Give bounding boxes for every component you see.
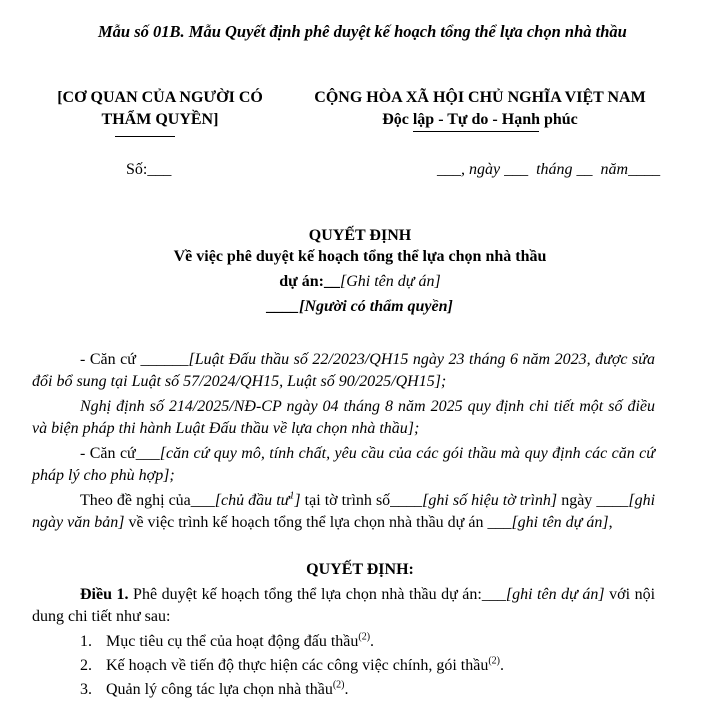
item-number: 3. (80, 681, 92, 698)
article-placeholder: [ghi tên dự án] (505, 586, 605, 603)
article-text: Phê duyệt kế hoạch tổng thể lựa chọn nhà thầu dự án:___ (128, 586, 506, 603)
item-end: . (370, 633, 375, 650)
article-tail: với nội dung chi tiết như sau: (32, 586, 656, 625)
proposal-paragraph (32, 490, 655, 534)
national-motto: Độc lập - Tự do - Hạnh phúc (382, 111, 578, 128)
decision-project (0, 273, 720, 291)
authority-placeholder: [Người có thẩm quyền] (299, 298, 453, 315)
item-text: Mục tiêu cụ thể của hoạt động đấu thầu (106, 633, 359, 650)
decision-authority (0, 298, 720, 316)
proposal-text: , (608, 514, 613, 531)
footnote-ref: (2) (332, 679, 345, 691)
item-end: . (499, 657, 504, 674)
motto-underline (413, 131, 539, 132)
list-item (80, 678, 504, 702)
item-text: Quản lý công tác lựa chọn nhà thầu (106, 681, 333, 698)
document-date: ___, ngày ___ tháng __ năm____ (437, 161, 661, 178)
basis-text: [Luật Đấu thầu số 22/2023/QH15 ngày 23 tháng 6 năm 2023, được sửa đổi bổ sung tại Luật số 57/2024/QH15, Luật số 90/2025/QH15]; (32, 351, 656, 390)
item-end: . (344, 681, 349, 698)
decision-title: QUYẾT ĐỊNH (308, 227, 412, 244)
investor-placeholder-end: ] (294, 492, 301, 509)
article-label: Điều 1. (80, 586, 129, 603)
proposal-text: ngày ____ (557, 492, 629, 509)
national-header (300, 87, 660, 131)
basis-prefix: - Căn cứ___ (80, 445, 160, 462)
legal-basis-other (32, 443, 655, 487)
document-number: Số:___ (126, 161, 172, 178)
nation-name: CỘNG HÒA XÃ HỘI CHỦ NGHĨA VIỆT NAM (314, 89, 646, 106)
basis-text: Nghị định số 214/2025/NĐ-CP ngày 04 tháng 8 năm 2025 quy định chi tiết một số điều và biện pháp thi hành Luật Đấu thầu về lựa chọn nhà thầu]; (32, 398, 655, 437)
project-label: dự án:__ (279, 273, 340, 290)
issuing-organization: [CƠ QUAN CỦA NGƯỜI CÓ THẨM QUYỀN] (57, 89, 263, 128)
form-title: Mẫu số 01B. Mẫu Quyết định phê duyệt kế hoạch tổng thể lựa chọn nhà thầu (98, 22, 627, 41)
footnote-ref: (2) (488, 655, 500, 667)
list-item (80, 654, 504, 678)
footnote-ref: (2) (358, 631, 371, 643)
item-number: 1. (80, 633, 92, 650)
footnote-ref: 1 (289, 490, 295, 502)
basis-prefix: - Căn cứ ______ (80, 351, 189, 368)
article-1 (32, 584, 655, 628)
proposal-text: tại tờ trình số____ (300, 492, 423, 509)
basis-text: [căn cứ quy mô, tính chất, yêu cầu của các gói thầu mà quy định các căn cứ pháp lý cho phù hợp]; (32, 445, 656, 484)
legal-basis-decree (32, 396, 655, 440)
decides-heading: QUYẾT ĐỊNH: (306, 561, 414, 578)
article-1-items (80, 630, 504, 702)
project-placeholder: [Ghi tên dự án] (340, 273, 441, 290)
organization-underline (115, 136, 175, 137)
investor-placeholder: [chủ đầu tư (214, 492, 290, 509)
report-number-placeholder: [ghi số hiệu tờ trình] (422, 492, 558, 509)
decision-subject: Về việc phê duyệt kế hoạch tổng thể lựa chọn nhà thầu (173, 248, 547, 265)
report-date-placeholder: [ghi ngày văn bản] (32, 492, 656, 531)
authority-blank: ____ (267, 298, 300, 315)
proposal-text: Theo đề nghị của___ (80, 492, 215, 509)
legal-basis-law (32, 349, 655, 393)
list-item (80, 630, 504, 654)
proposal-text: về việc trình kế hoạch tổng thể lựa chọn nhà thầu dự án ___ (124, 514, 512, 531)
item-text: Kế hoạch về tiến độ thực hiện các công việc chính, gói thầu (106, 657, 489, 674)
item-number: 2. (80, 657, 92, 674)
project-name-placeholder: [ghi tên dự án] (511, 514, 609, 531)
